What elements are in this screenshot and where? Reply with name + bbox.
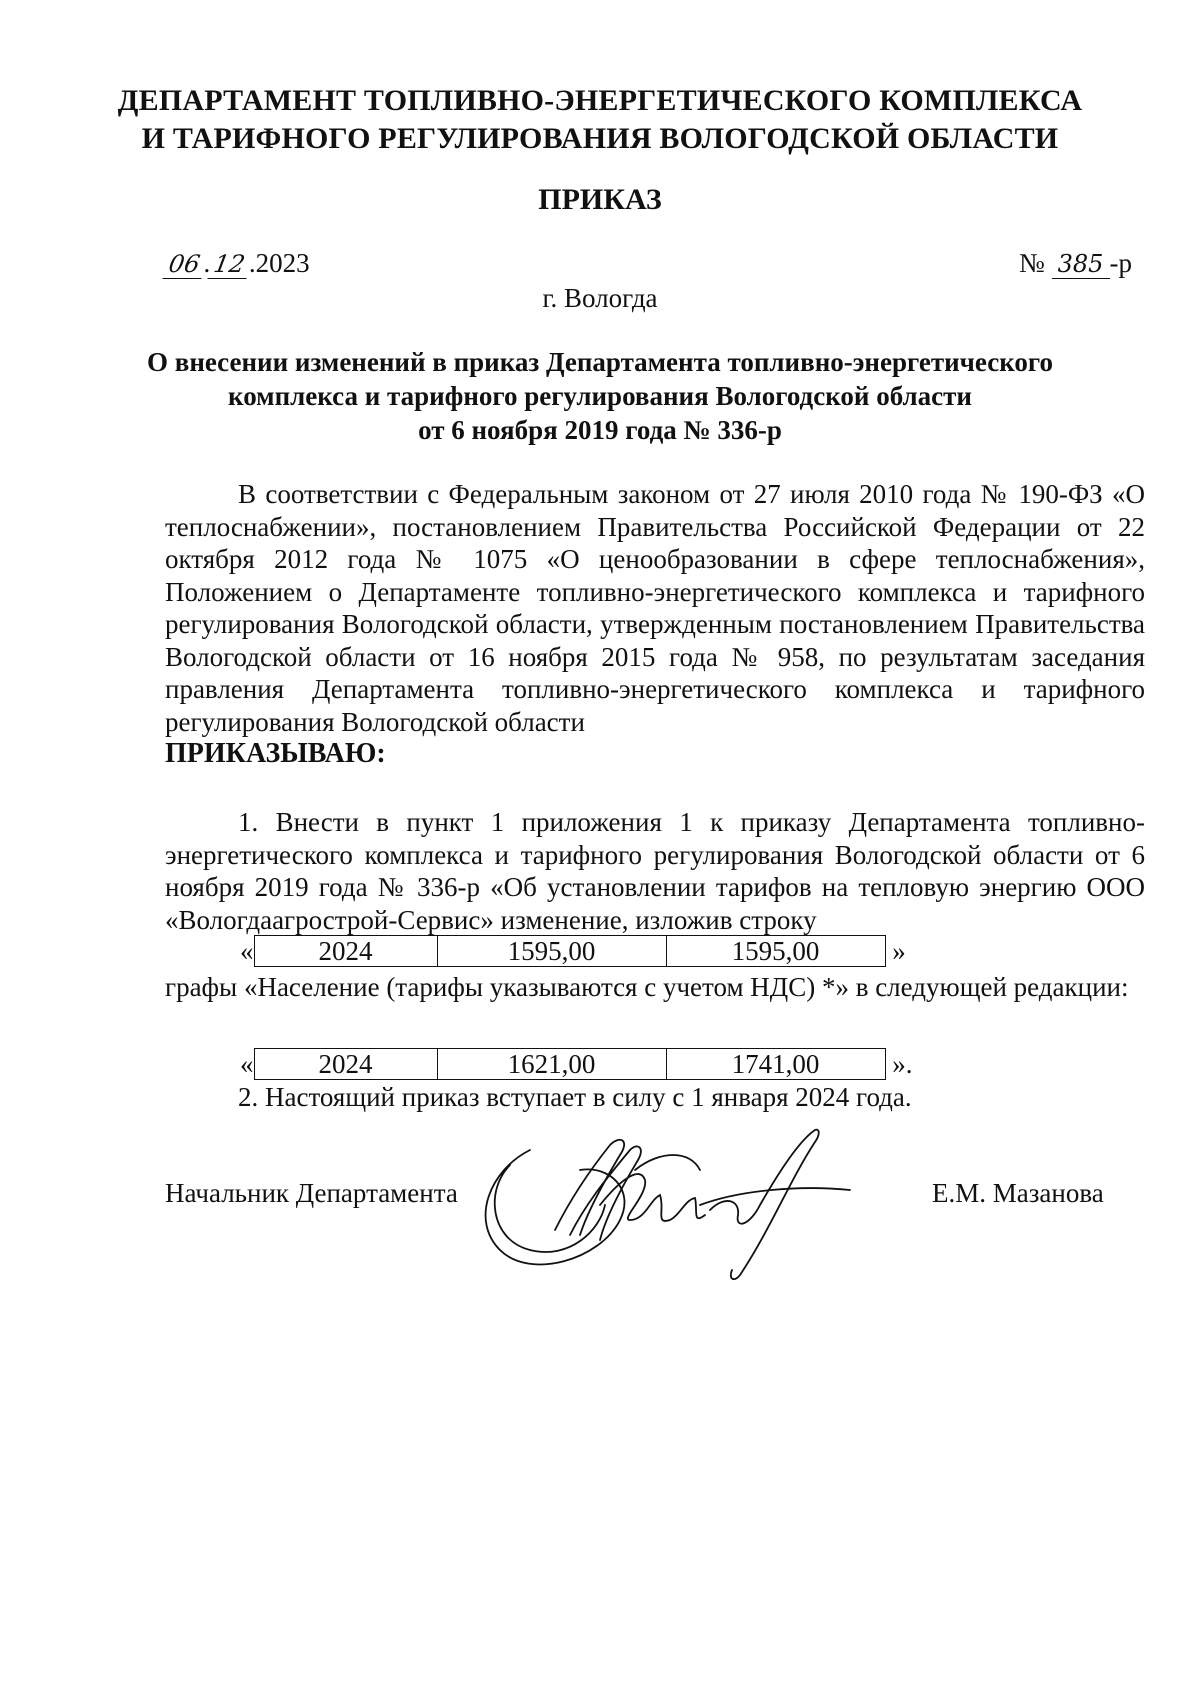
date-month: 12 bbox=[208, 250, 252, 279]
order-date bbox=[165, 248, 310, 279]
header-line-2: И ТАРИФНОГО РЕГУЛИРОВАНИЯ ВОЛОГОДСКОЙ ОБЛАСТИ bbox=[141, 122, 1059, 155]
table-cell-value-1: 1621,00 bbox=[437, 1049, 666, 1080]
subject-line-3: от 6 ноября 2019 года № 336-р bbox=[418, 415, 782, 445]
preamble-text: В соответствии с Федеральным законом от 27 июля 2010 года № 190-ФЗ «О теплоснабжении», постановлением Правительства Российской Федерации от 22 октября 2012 года № 1075 «О ценообразовании в сфере теплоснабжения», Положением о Департаменте топливно-энергетического комплекса и тарифного регулирования Вологодской области, утвержденным постановлением Правительства Вологодской области от 16 ноября 2015 года № 958, по результатам заседания правления Департамента топливно-энергетического комплекса и тарифного регулирования Вологодской области bbox=[165, 479, 1145, 737]
tariff-row-new bbox=[240, 1048, 913, 1082]
item-1-continuation bbox=[165, 971, 1145, 1004]
quote-open: « bbox=[240, 936, 254, 966]
table-cell-value-2: 1595,00 bbox=[666, 936, 885, 967]
subject-line-2: комплекса и тарифного регулирования Вологодской области bbox=[228, 381, 972, 411]
tariff-table-old bbox=[254, 935, 886, 967]
item-1 bbox=[165, 806, 1145, 936]
item-2: 2. Настоящий приказ вступает в силу с 1 января 2024 года. bbox=[238, 1082, 912, 1112]
document-type: ПРИКАЗ bbox=[538, 183, 662, 216]
department-header bbox=[60, 82, 1140, 158]
date-separator: . bbox=[203, 248, 211, 278]
order-number bbox=[1019, 248, 1132, 279]
signer-position: Начальник Департамента bbox=[165, 1178, 458, 1208]
city: г. Вологда bbox=[542, 283, 658, 313]
table-cell-value-2: 1741,00 bbox=[666, 1049, 885, 1080]
signer-name: Е.М. Мазанова bbox=[932, 1178, 1104, 1208]
table-cell-value-1: 1595,00 bbox=[437, 936, 666, 967]
order-subject bbox=[120, 345, 1080, 447]
item-1-text: 1. Внести в пункт 1 приложения 1 к приказу Департамента топливно-энергетического комплекса и тарифного регулирования Вологодской области от 6 ноября 2019 года № 336-р «Об установлении тарифов на тепловую энергию ООО «Вологдаагрострой-Сервис» изменение, изложив строку bbox=[165, 807, 1145, 935]
preamble-block bbox=[165, 478, 1145, 771]
table-cell-year: 2024 bbox=[254, 1049, 437, 1080]
tariff-row-old bbox=[240, 935, 906, 969]
item-1-continuation-text: графы «Население (тарифы указываются с учетом НДС) *» в следующей редакции: bbox=[165, 972, 1129, 1002]
date-day: 06 bbox=[162, 250, 206, 279]
date-year: .2023 bbox=[248, 248, 310, 278]
header-line-1: ДЕПАРТАМЕНТ ТОПЛИВНО-ЭНЕРГЕТИЧЕСКОГО КОМПЛЕКСА bbox=[117, 84, 1083, 117]
handwritten-signature bbox=[470, 1110, 900, 1310]
number-value: 385 bbox=[1052, 250, 1110, 279]
tariff-table-new bbox=[254, 1048, 886, 1080]
quote-close: » bbox=[892, 936, 906, 966]
number-prefix: № bbox=[1018, 248, 1045, 278]
quote-open: « bbox=[240, 1049, 254, 1079]
table-cell-year: 2024 bbox=[254, 936, 437, 967]
subject-line-1: О внесении изменений в приказ Департамента топливно-энергетического bbox=[146, 347, 1053, 377]
order-word: ПРИКАЗЫВАЮ: bbox=[165, 738, 386, 769]
quote-close: ». bbox=[892, 1049, 913, 1079]
number-suffix: -р bbox=[1109, 248, 1132, 278]
